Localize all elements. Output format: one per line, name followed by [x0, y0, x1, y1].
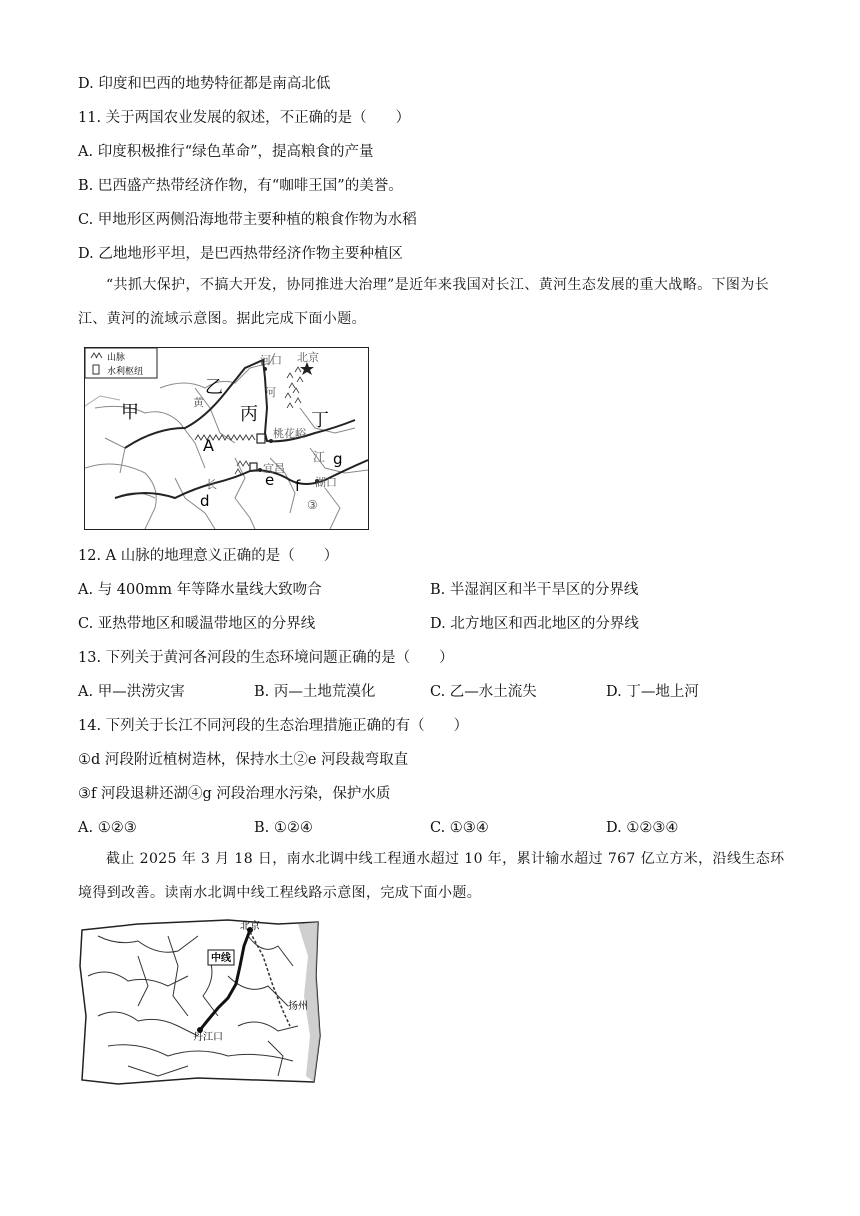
label-yichang: 宜昌	[263, 462, 285, 475]
label-yi: 乙	[205, 377, 223, 398]
taihang-mountains	[285, 367, 303, 408]
q12-option-d: D. 北方地区和西北地区的分界线	[430, 616, 639, 632]
q12-option-c: C. 亚热带地区和暖温带地区的分界线	[78, 616, 316, 632]
south-north-water-transfer-map	[78, 916, 321, 1086]
label-ding: 丁	[311, 410, 329, 431]
map2-label-danjiangkou: 丹江口	[193, 1032, 223, 1043]
q12-stem: 12. A 山脉的地理意义正确的是（ ）	[78, 548, 339, 564]
label-beijing: 北京	[297, 351, 319, 364]
label-e: e	[265, 471, 275, 489]
legend-mountain-label: 山脉	[107, 353, 126, 363]
intro-south-north-water: 截止 2025 年 3 月 18 日，南水北调中线工程通水超过 10 年，累计输水超过 767 亿立方米，沿线生态环境得到改善。读南水北调中线工程线路示意图，完成下面小题。	[78, 851, 785, 901]
label-jia: 甲	[121, 402, 139, 423]
q11-option-d: D. 乙地地形平坦，是巴西热带经济作物主要种植区	[78, 246, 403, 262]
yangtze-yellow-basin-map	[84, 347, 369, 530]
label-g: g	[333, 450, 343, 468]
q11-option-c: C. 甲地形区两侧沿海地带主要种植的粮食作物为水稻	[78, 212, 417, 228]
q13-option-a: A. 甲—洪涝灾害	[78, 684, 185, 700]
map2-label-zhongxian: 中线	[211, 953, 231, 964]
intro-yangtze-yellow: “共抓大保护，不搞大开发，协同推进大治理”是近年来我国对长江、黄河生态发展的重大战略。下图为长江、黄河的流域示意图。据此完成下面小题。	[78, 277, 770, 327]
q13-stem: 13. 下列关于黄河各河段的生态环境问题正确的是（ ）	[78, 650, 454, 666]
map2-label-beijing: 北京	[240, 921, 260, 932]
label-taohuayu: 桃花峪	[273, 427, 306, 440]
label-he: 河	[265, 386, 276, 399]
q14-option-a: A. ①②③	[78, 820, 137, 836]
label-huang: 黄	[193, 396, 204, 409]
map2-label-yangzhou: 扬州	[288, 1001, 308, 1012]
label-circle-3: ③	[307, 498, 318, 512]
q11-option-b: B. 巴西盛产热带经济作物，有“咖啡王国”的美誉。	[78, 178, 403, 194]
label-chang: 长	[206, 478, 217, 491]
q14-statement-1: ①d 河段附近植树造林，保持水土②e 河段裁弯取直	[78, 752, 409, 768]
label-A: A	[203, 436, 214, 455]
label-hukou: 湖口	[315, 476, 337, 489]
label-bing: 丙	[240, 404, 258, 425]
q12-option-b: B. 半湿润区和半干旱区的分界线	[430, 582, 639, 598]
q14-option-b: B. ①②④	[254, 820, 313, 836]
q11-stem: 11. 关于两国农业发展的叙述，不正确的是（ ）	[78, 110, 411, 126]
q12-option-a: A. 与 400mm 年等降水量线大致吻合	[78, 582, 322, 598]
hekou-point	[263, 367, 267, 371]
q14-stem: 14. 下列关于长江不同河段的生态治理措施正确的有（ ）	[78, 718, 469, 734]
q13-option-c: C. 乙—水土流失	[430, 684, 537, 700]
label-f: f	[295, 477, 301, 495]
q14-statement-2: ③f 河段退耕还湖④g 河段治理水污染，保护水质	[78, 786, 391, 802]
q14-option-c: C. ①③④	[430, 820, 489, 836]
q14-option-d: D. ①②③④	[606, 820, 679, 836]
q13-option-b: B. 丙—土地荒漠化	[254, 684, 376, 700]
dam-icon-taohuayu	[257, 434, 265, 443]
label-hekou: 河口	[260, 354, 282, 367]
q10-option-d: D. 印度和巴西的地势特征都是南高北低	[78, 76, 331, 92]
label-jiang: 江	[313, 450, 326, 464]
legend-dam-label: 水利枢纽	[107, 367, 144, 377]
q11-option-a: A. 印度积极推行“绿色革命”，提高粮食的产量	[78, 144, 374, 160]
label-d: d	[200, 492, 210, 510]
q13-option-d: D. 丁—地上河	[606, 684, 699, 700]
